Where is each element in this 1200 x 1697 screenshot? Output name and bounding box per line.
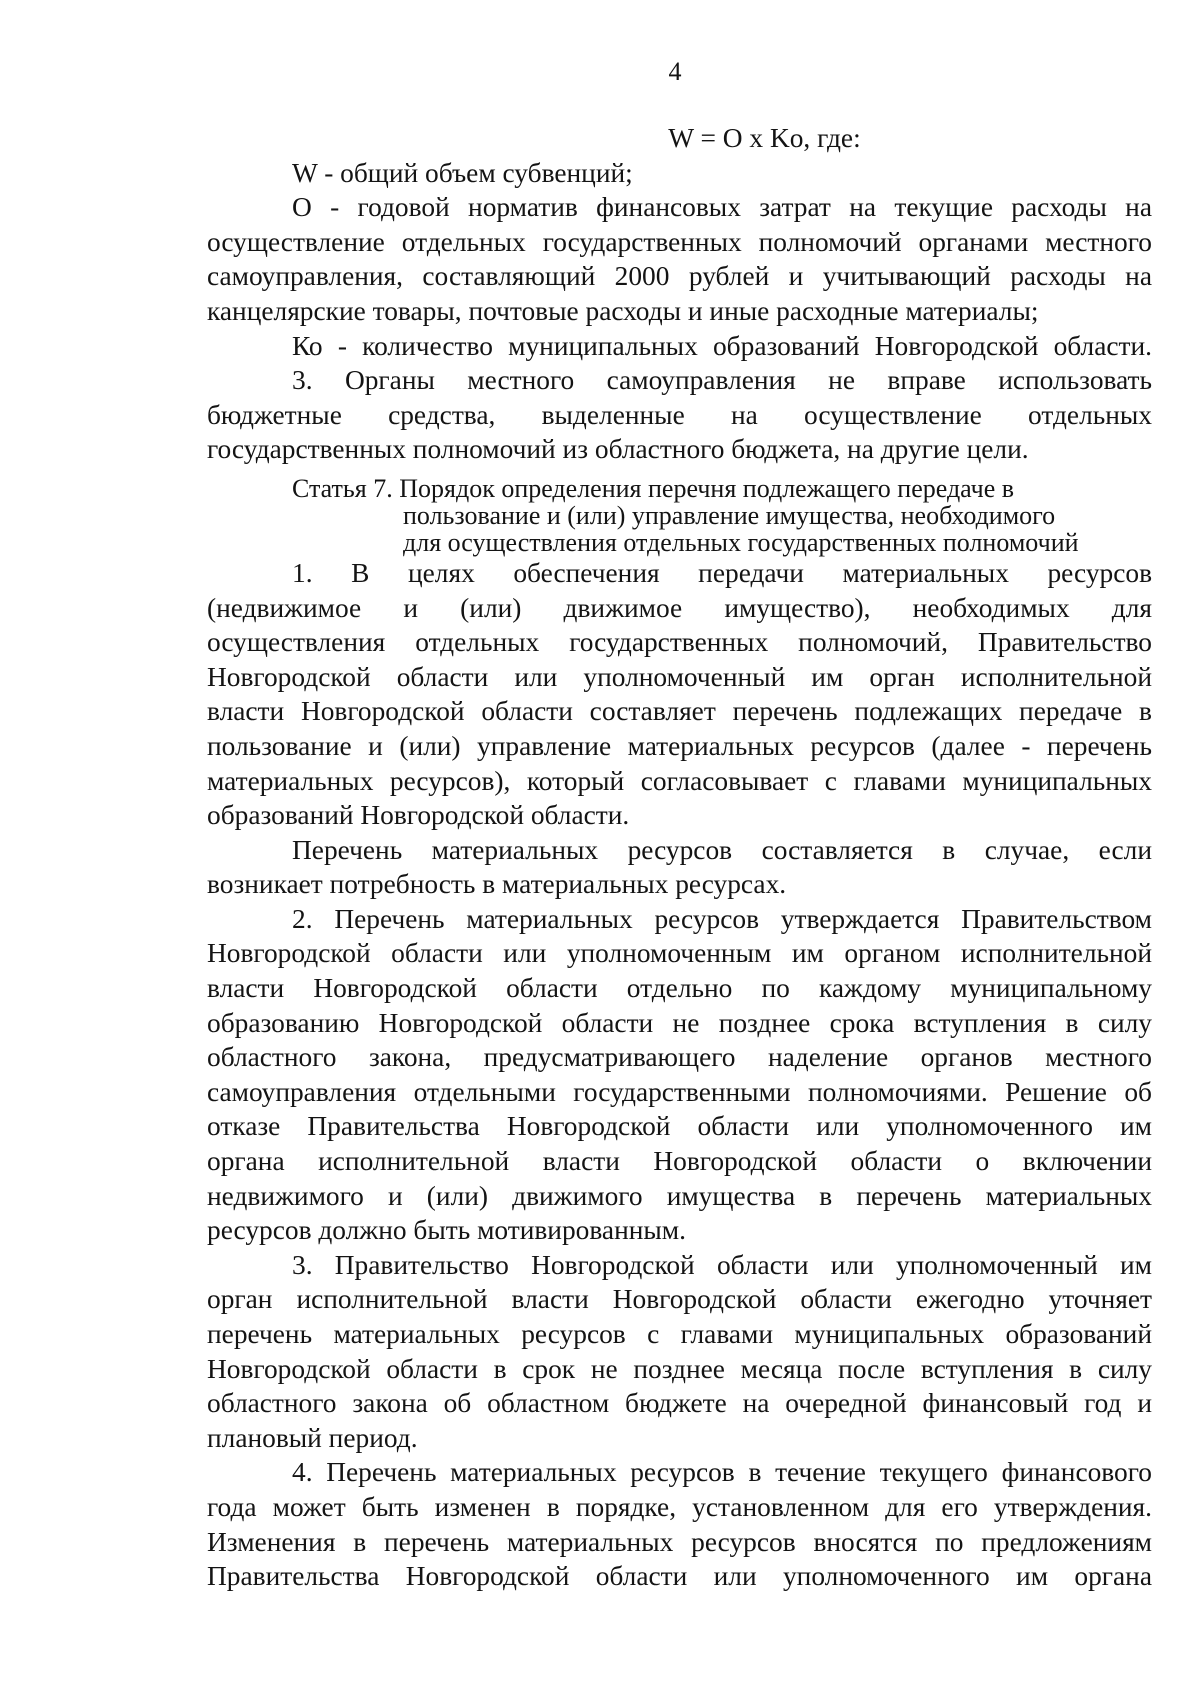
formula-line: W = O x Ko, где: bbox=[668, 123, 861, 153]
paragraph-line: Новгородской области в срок не позднее месяца после вступления в силу bbox=[207, 1353, 1152, 1384]
paragraph-line: пользование и (или) управление материальных ресурсов (далее - перечень bbox=[207, 730, 1152, 761]
article-7-item-4 bbox=[207, 1455, 1152, 1593]
paragraph-line: Изменения в перечень материальных ресурсов вносятся по предложениям bbox=[207, 1526, 1152, 1557]
article-7-item-1 bbox=[207, 556, 1152, 833]
paragraph-line: (недвижимое и (или) движимое имущество), необходимых для bbox=[207, 592, 1152, 623]
paragraph-line: образований Новгородской области. bbox=[207, 800, 630, 831]
article-7-item-2 bbox=[207, 902, 1152, 1248]
paragraph-line: Правительства Новгородской области или уполномоченного им органа bbox=[207, 1561, 1152, 1592]
paragraph-line: Новгородской области или уполномоченный им орган исполнительной bbox=[207, 661, 1152, 692]
paragraph-line: самоуправления, составляющий 2000 рублей и учитывающий расходы на bbox=[207, 261, 1152, 292]
paragraph-line: 2. Перечень материальных ресурсов утверждается Правительством bbox=[292, 903, 1152, 934]
paragraph-line: 1. В целях обеспечения передачи материальных ресурсов bbox=[292, 557, 1152, 588]
definition-ko: Ко - количество муниципальных образований Новгородской области. bbox=[292, 330, 1152, 361]
paragraph-line: органа исполнительной власти Новгородской области о включении bbox=[207, 1146, 1152, 1177]
paragraph-line: власти Новгородской области отдельно по каждому муниципальному bbox=[207, 973, 1152, 1004]
article-7-need-paragraph bbox=[207, 833, 1152, 902]
paragraph-line: недвижимого и (или) движимого имущества в перечень материальных bbox=[207, 1180, 1152, 1211]
article-heading-line: Статья 7. Порядок определения перечня подлежащего передаче в bbox=[292, 473, 1015, 503]
document-body bbox=[207, 121, 1152, 1594]
paragraph-line: осуществления отдельных государственных полномочий, Правительство bbox=[207, 627, 1152, 658]
paragraph-line: 4. Перечень материальных ресурсов в течение текущего финансового bbox=[292, 1457, 1152, 1488]
paragraph-line: власти Новгородской области составляет перечень подлежащих передаче в bbox=[207, 696, 1152, 727]
paragraph-line: государственных полномочий из областного бюджета, на другие цели. bbox=[207, 434, 1029, 465]
paragraph-line: Новгородской области или уполномоченным им органом исполнительной bbox=[207, 938, 1152, 969]
paragraph-line: осуществление отдельных государственных полномочий органами местного bbox=[207, 226, 1152, 257]
paragraph-line: бюджетные средства, выделенные на осуществление отдельных bbox=[207, 399, 1152, 430]
paragraph-line: областного закона, предусматривающего наделение органов местного bbox=[207, 1042, 1152, 1073]
paragraph-line: О - годовой норматив финансовых затрат на текущие расходы на bbox=[292, 192, 1152, 223]
paragraph-line: отказе Правительства Новгородской области или уполномоченного им bbox=[207, 1111, 1152, 1142]
paragraph-line: года может быть изменен в порядке, установленном для его утверждения. bbox=[207, 1491, 1152, 1522]
paragraph-line: образованию Новгородской области не позднее срока вступления в силу bbox=[207, 1007, 1152, 1038]
definition-o bbox=[207, 190, 1152, 328]
paragraph-line: самоуправления отдельными государственными полномочиями. Решение об bbox=[207, 1076, 1152, 1107]
paragraph-line: ресурсов должно быть мотивированным. bbox=[207, 1215, 686, 1246]
page-number: 4 bbox=[668, 57, 682, 86]
paragraph-line: 3. Правительство Новгородской области или уполномоченный им bbox=[292, 1249, 1152, 1280]
item-3-paragraph bbox=[207, 363, 1152, 467]
article-heading-line: пользование и (или) управление имущества, необходимого bbox=[403, 500, 1056, 530]
article-7-item-3 bbox=[207, 1248, 1152, 1456]
paragraph-line: возникает потребность в материальных ресурсах. bbox=[207, 869, 787, 900]
paragraph-line: перечень материальных ресурсов с главами муниципальных образований bbox=[207, 1319, 1152, 1349]
definition-w: W - общий объем субвенций; bbox=[292, 157, 633, 188]
paragraph-line: Перечень материальных ресурсов составляется в случае, если bbox=[292, 834, 1152, 865]
paragraph-line: материальных ресурсов), который согласовывает с главами муниципальных bbox=[207, 765, 1152, 796]
paragraph-line: орган исполнительной власти Новгородской области ежегодно уточняет bbox=[207, 1284, 1152, 1315]
paragraph-line: 3. Органы местного самоуправления не вправе использовать bbox=[292, 365, 1152, 396]
paragraph-line: канцелярские товары, почтовые расходы и иные расходные материалы; bbox=[207, 295, 1039, 326]
paragraph-line: плановый период. bbox=[207, 1422, 418, 1453]
article-heading-line: для осуществления отдельных государственных полномочий bbox=[403, 527, 1079, 557]
paragraph-line: областного закона об областном бюджете на очередной финансовый год и bbox=[207, 1388, 1152, 1419]
article-7-heading bbox=[207, 475, 1152, 556]
